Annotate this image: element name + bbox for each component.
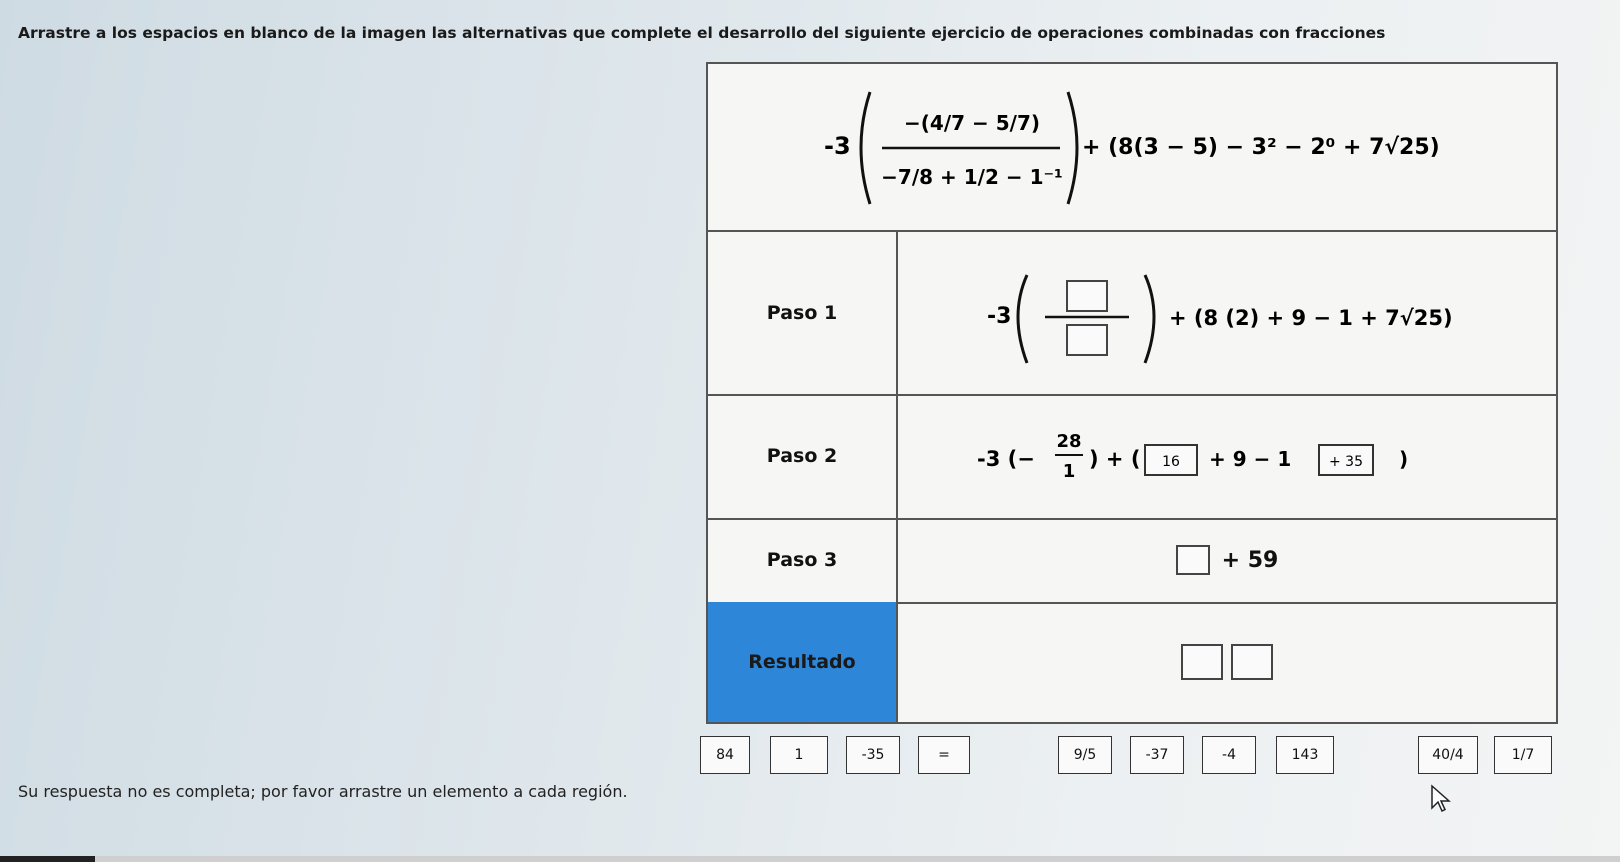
step2-den: 1 [1062,461,1076,482]
step-row-2 [708,394,1556,520]
step3-blank[interactable] [1176,545,1210,575]
option-chip[interactable]: -37 [1130,736,1184,774]
expr-numerator: −(4/7 − 5/7) [904,110,1040,135]
step1-numerator-blank[interactable] [1067,281,1107,311]
main-expression-svg [782,72,1482,222]
step2-end: ) [1399,447,1409,471]
option-chip[interactable]: -4 [1202,736,1256,774]
result-content [898,602,1556,722]
step3-after: + 59 [1221,547,1279,573]
instruction-text: Arrastre a los espacios en blanco de la imagen las alternativas que complete el desarrollo del siguiente ejercicio de operaciones combinadas con fracciones [18,24,1386,42]
option-chip[interactable]: 143 [1276,736,1334,774]
step-label-3: Paso 3 [708,518,898,602]
option-chip[interactable]: 84 [700,736,750,774]
bottom-bar [0,856,1620,862]
expr-lead: -3 [824,131,851,160]
step1-expression [947,253,1507,373]
step-label-1: Paso 1 [708,232,898,394]
step1-tail: + (8 (2) + 9 − 1 + 7√25) [1169,306,1453,330]
option-chip[interactable]: 1/7 [1494,736,1552,774]
mouse-pointer-icon [1430,784,1454,818]
result-blank-1[interactable] [1181,644,1223,680]
step-content-1 [898,232,1556,394]
result-label: Resultado [708,602,898,722]
step-content-2 [898,394,1556,518]
step2-mid: ) + ( [1089,447,1141,471]
step-label-2: Paso 2 [708,394,898,518]
step2-lead: -3 (− [977,447,1035,471]
option-chip[interactable]: = [918,736,970,774]
step2-slot-2-value: + 35 [1329,454,1363,470]
step1-lead: -3 [987,304,1012,329]
step1-denominator-blank[interactable] [1067,325,1107,355]
step-row-3 [708,518,1556,604]
step2-expression [947,411,1507,501]
option-chip[interactable]: 9/5 [1058,736,1112,774]
option-chip[interactable]: 40/4 [1418,736,1478,774]
status-message: Su respuesta no es completa; por favor arrastre un elemento a cada región. [18,782,628,801]
option-chip[interactable]: -35 [846,736,900,774]
result-blank-2[interactable] [1231,644,1273,680]
step2-num: 28 [1056,431,1082,452]
step-content-3 [898,518,1556,602]
step2-slot-1-value: 16 [1162,454,1180,470]
step2-between: + 9 − 1 [1209,447,1292,471]
expr-tail: + (8(3 − 5) − 3² − 2⁰ + 7√25) [1082,134,1440,160]
steps-table [708,230,1556,724]
exercise-board [706,62,1558,724]
option-chip[interactable]: 1 [770,736,828,774]
step-row-result [708,602,1556,722]
expr-denominator: −7/8 + 1/2 − 1⁻¹ [881,164,1063,189]
step-row-1 [708,232,1556,396]
options-bank [0,736,1620,776]
main-expression [708,64,1556,229]
